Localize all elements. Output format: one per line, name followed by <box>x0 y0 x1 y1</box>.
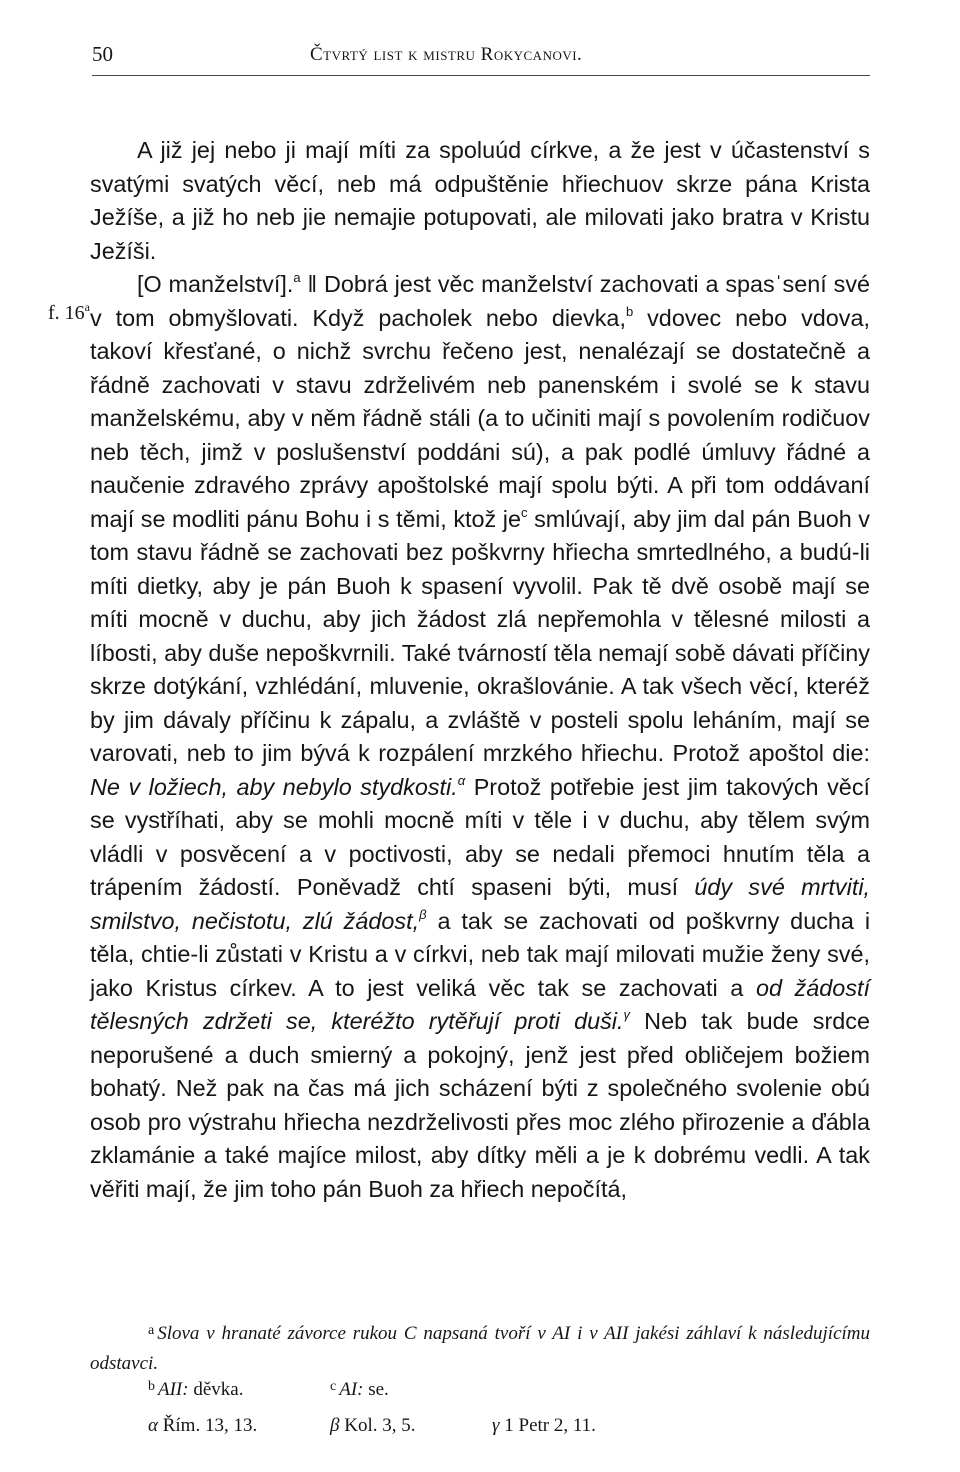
text-run-1: Dobrá jest věc manželství zachovati a spasˈsení své v tom obmyšlovati. Když pacholek nebo dievka, <box>90 271 871 331</box>
text-run-2: vdovec nebo vdova, takoví křesťané, o nichž svrchu řečeno jest, nenalézají se dostatečně a řádně zachovati v stavu zdrželivém neb panenském i svolé se k stavu manželskému, aby v něm řádně stáli (a to učiniti mají s povolením rodičuov neb těch, jimž v poslušenství poddáni sú), a pak podlé úmluvy řádné a naučenie zdravého zprávy apoštolské mají spolu býti. A při tom oddávaní mají se modliti pánu Bohu i s těmi, ktož je <box>90 304 870 532</box>
text-run-6: Neb tak bude srdce neporušené a duch smierný a pokojný, jenž jest před obličejem božiem bohatý. Než pak na čas má jich scházení býti z společného svolenie obú osob pro výstrahu hřiecha nezdrželivosti přes moc zlého přirozenie a ďábla zklamánie a také majíce milost, aby dítky měli a je k dobrému vedli. A tak věřiti mají, že jim toho pán Buoh za hřiech nepočítá, <box>90 1008 871 1202</box>
footnote-c-reading: se. <box>368 1379 389 1400</box>
footnote-ref-beta: β <box>419 906 427 922</box>
folio-margin-note <box>48 302 90 325</box>
footnote-a-text: Slova v hranaté závorce rukou C napsaná tvoří v AI i v AII jakési záhlaví k následujícímu odstavci. <box>90 1323 870 1374</box>
quote-gamma: od žádostí tělesných zdržeti se, kteréžto rytěřují proti duši. <box>90 974 871 1034</box>
section-heading: [O manželství]. <box>137 271 294 297</box>
running-title: Čtvrtý list k mistru Rokycanovi. <box>310 44 583 65</box>
footnote-ref-b: b <box>625 303 634 319</box>
footnote-c <box>330 1379 389 1401</box>
footnote-ref-alpha: α <box>457 772 466 788</box>
footnote-alpha-mark: α <box>148 1415 158 1436</box>
paragraph-2 <box>90 268 870 1206</box>
text-run-4: Protož potřebie jest jim takových věcí se vystříhati, aby se mohli mocně míti v těle i v duchu, aby tělem svým vládli v posvěcení a v poctivosti, aby se nedali přemoci hnutím těla a trápením žádostí. Poněvadž chtí spaseni býti, musí <box>90 773 871 900</box>
main-text <box>90 134 870 1206</box>
footnote-beta-ref: Kol. 3, 5. <box>344 1415 416 1436</box>
running-head <box>92 38 870 78</box>
footnote-alpha-ref: Řím. 13, 13. <box>162 1415 258 1436</box>
footnote-b-mark: b <box>148 1379 155 1394</box>
folio-separator: ‖ <box>307 271 318 297</box>
text-run-5: a tak se zachovati od poškvrny ducha i těla, chtie-li zůstati v Kristu a v církvi, neb tak mají milovati mužie ženy své, jako Kristus církev. A to jest veliká věc tak se zachovati a <box>90 907 871 1001</box>
footnote-beta-mark: β <box>330 1415 340 1436</box>
footnotes <box>90 1316 870 1445</box>
folio-label: f. 16 <box>48 302 85 324</box>
footnote-beta <box>330 1415 415 1437</box>
footnote-a <box>90 1316 870 1379</box>
footnote-gamma <box>492 1415 596 1437</box>
footnote-c-source: AI: <box>339 1379 364 1400</box>
footnote-ref-c: c <box>521 504 528 520</box>
text-run-3: smlúvají, aby jim dal pán Buoh v tom stavu řádně se zachovati bez poškvrny hřiecha smrtedlného, a budú-li míti dietky, aby je pán Buoh k spasení vyvolil. Pak tě dvě osobě mají se míti mocně v duchu, aby jich žádost zlá nepřemohla v tělesné milosti a líbosti, aby duše nepoškvrnili. Také tvárností těla nemají sobě dávati příčiny skrze dotýkání, vzhlédání, mluvenie, okrašlovánie. A tak všech věcí, kteréž by jim dávaly příčinu k zápalu, a zvláště v posteli spolu leháním, mají se varovati, neb to jim bývá k rozpálení mrzkého hřiechu. Protož apoštol die: <box>90 505 870 766</box>
paragraph-1: A již jej nebo ji mají míti za spoluúd církve, a že jest v účastenství s svatými svatých věcí, neb má odpuštěnie hřiechuov skrze pána Krista Ježíše, a již ho neb jie nemajie potupovati, ale milovati jako bratra v Kristu Ježíši. <box>90 137 870 264</box>
quote-beta: údy své mrtviti, smilstvo, nečistotu, zlú žádost, <box>90 874 871 934</box>
footnote-c-mark: c <box>330 1379 337 1394</box>
footnote-b-reading: děvka. <box>193 1379 244 1400</box>
footnote-alpha <box>148 1415 257 1437</box>
header-rule <box>92 75 870 76</box>
footnote-ref-a: a <box>293 270 301 285</box>
footnote-b <box>148 1379 243 1401</box>
footnote-gamma-ref: 1 Petr 2, 11. <box>504 1415 596 1436</box>
quote-alpha: Ne v ložiech, aby nebylo stydkosti. <box>90 773 458 800</box>
footnote-b-source: AII: <box>158 1379 189 1400</box>
folio-sup: a <box>84 300 90 314</box>
footnote-a-mark: a <box>148 1323 155 1338</box>
page-number: 50 <box>92 42 113 66</box>
footnote-row-greek <box>90 1415 870 1445</box>
footnote-gamma-mark: γ <box>492 1415 500 1436</box>
footnote-ref-gamma: γ <box>623 1007 630 1022</box>
footnote-row-bc <box>90 1379 870 1409</box>
